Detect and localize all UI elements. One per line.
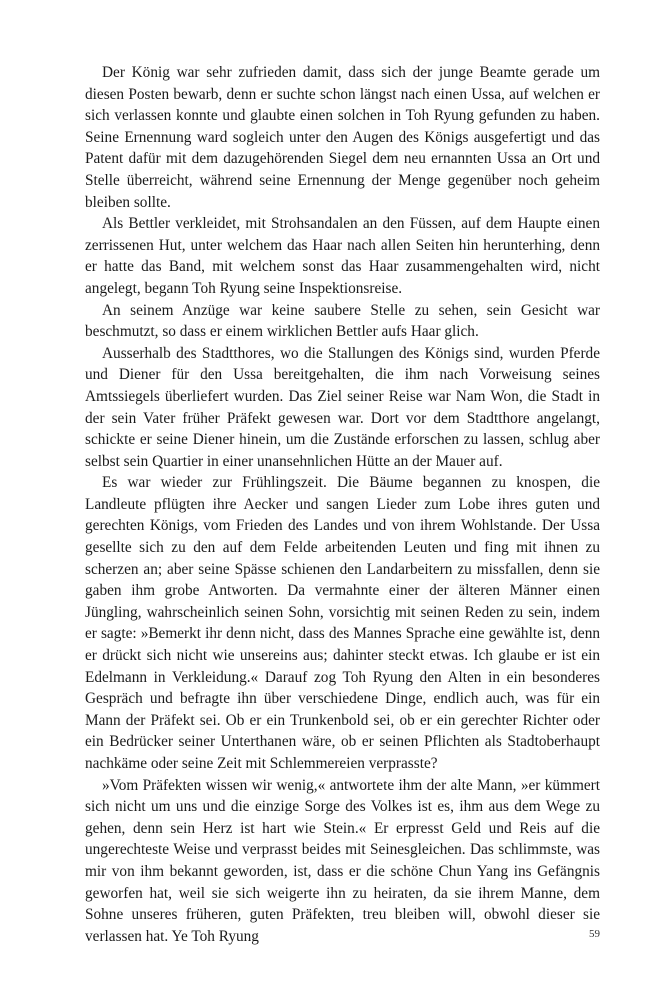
- paragraph: Der König war sehr zufrieden damit, dass sich der junge Beamte gerade um diesen Posten bewarb, denn er suchte schon längst nach einen Ussa, auf welchen er sich verlassen konnte und glaubte einen solchen in Toh Ryung gefunden zu haben. Seine Ernennung ward sogleich unter den Augen des Königs ausgefertigt und das Patent dafür mit dem dazugehörenden Siegel dem neu ernannten Ussa an Ort und Stelle überreicht, während seine Ernennung der Menge gegenüber noch geheim bleiben sollte.: [85, 64, 600, 211]
- page-number: 59: [589, 928, 600, 940]
- paragraph: »Vom Präfekten wissen wir wenig,« antwortete ihm der alte Mann, »er kümmert sich nicht um uns und die einzige Sorge des Volkes ist es, ihm aus dem Wege zu gehen, denn sein Herz ist hart wie Stein.« Er erpresst Geld und Reis auf die ungerechteste Weise und verprasst beides mit Seinesgleichen. Das schlimmste, was mir von ihm bekannt geworden, ist, dass er die schöne Chun Yang ins Gefängnis geworfen hat, weil sie sich weigerte ihn zu heiraten, da sie ihrem Manne, dem Sohne unseres früheren, guten Präfekten, treu bleiben will, obwohl dieser sie verlassen hat. Ye Toh Ryung: [85, 776, 600, 945]
- paragraph: Als Bettler verkleidet, mit Strohsandalen an den Füssen, auf dem Haupte einen zerrissenen Hut, unter welchem das Haar nach allen Seiten hin herunterhing, denn er hatte das Band, mit welchem sonst das Haar zusammengehalten wird, nicht angelegt, begann Toh Ryung seine Inspektionsreise.: [85, 215, 600, 297]
- paragraph: Ausserhalb des Stadtthores, wo die Stallungen des Königs sind, wurden Pferde und Diener für den Ussa bereitgehalten, die ihm nach Vorweisung seines Amtssiegels überliefert wurden. Das Ziel seiner Reise war Nam Won, die Stadt in der sein Vater früher Präfekt gewesen war. Dort vor dem Stadtthore angelangt, schickte er seine Diener hinein, um die Zustände erforschen zu lassen, schlug aber selbst sein Quartier in einer unansehnlichen Hütte an der Mauer auf.: [85, 344, 600, 470]
- paragraph: Es war wieder zur Frühlingszeit. Die Bäume begannen zu knospen, die Landleute pflügten ihre Aecker und sangen Lieder zum Lobe ihres guten und gerechten Königs, vom Frieden des Landes und von ihrem Wohlstande. Der Ussa gesellte sich zu den auf dem Felde arbeitenden Leuten und fing mit ihnen zu scherzen an; aber seine Spässe schienen den Landarbeitern zu missfallen, denn sie gaben ihm grobe Antworten. Da vermahnte einer der älteren Männer einen Jüngling, wahrscheinlich seinen Sohn, vorsichtig mit seinen Reden zu sein, indem er sagte: »Bemerkt ihr denn nicht, dass des Mannes Sprache eine gewählte ist, denn er drückt sich nicht wie unsereins aus; dahinter steckt etwas. Ich glaube er ist ein Edelmann in Verkleidung.« Darauf zog Toh Ryung den Alten in ein besonderes Gespräch und befragte ihn über verschiedene Dinge, endlich auch, was für ein Mann der Präfekt sei. Ob er ein Trunkenbold sei, ob er ein gerechter Richter oder ein Bedrücker seiner Unterthanen wäre, ob er seinen Pflichten als Stadtoberhaupt nachkäme oder seine Zeit mit Schlemmereien verprasste?: [85, 474, 600, 772]
- page-body: [85, 62, 600, 947]
- paragraph: An seinem Anzüge war keine saubere Stelle zu sehen, sein Gesicht war beschmutzt, so dass er einem wirklichen Bettler aufs Haar glich.: [85, 301, 600, 341]
